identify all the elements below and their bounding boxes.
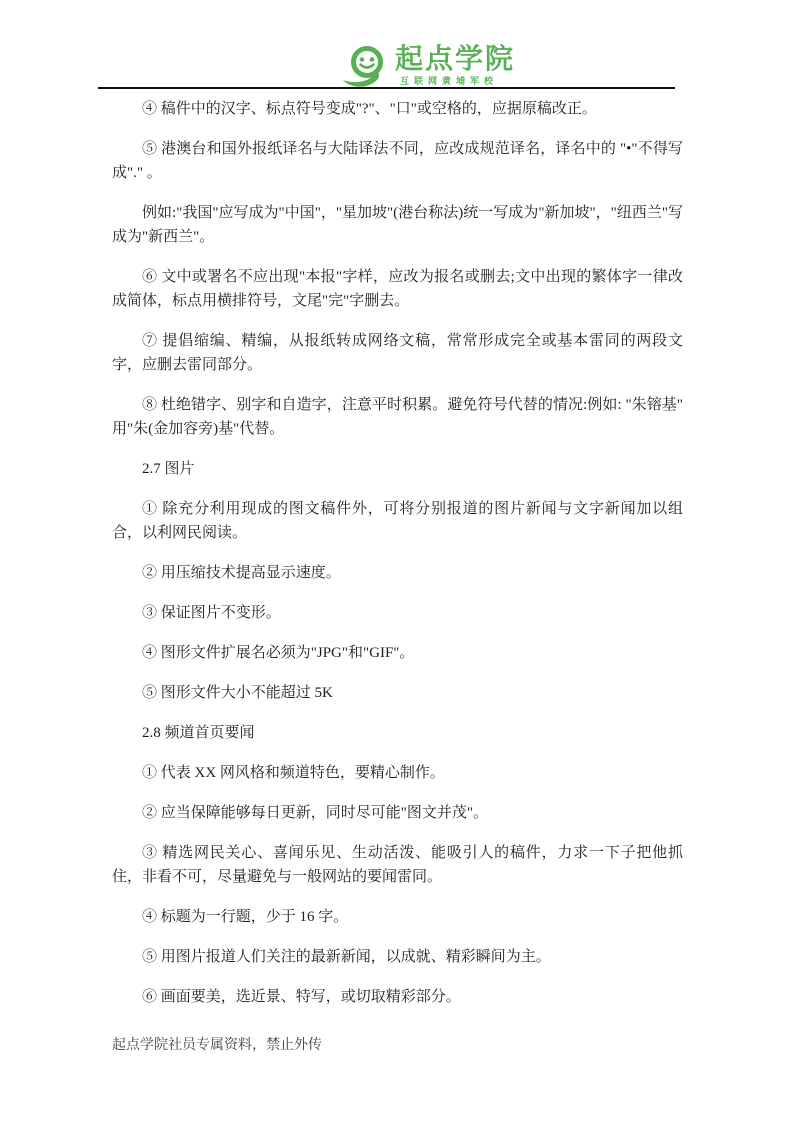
paragraph-item-4-text: ④ 稿件中的汉字、标点符号变成"?"、"口"或空格的，应据原稿改正。 — [142, 101, 597, 117]
paragraph-img-4-extensions: ④ 图形文件扩展名必须为"JPG"和"GIF"。 — [142, 645, 415, 661]
paragraph-img-1-combine: ① 除充分利用现成的图文稿件外，可将分别报道的图片新闻与文字新闻加以组合，以利网民阅读。 — [112, 501, 683, 541]
paragraph-item-6-benbao: ⑥ 文中或署名不应出现"本报"字样，应改为报名或删去;文中出现的繁体字一律改成简体，标点用横排符号，文尾"完"字删去。 — [112, 269, 683, 309]
paragraph-example: 例如:"我国"应写成为"中国"，"星加坡"(港台称法)统一写成为"新加坡"，"纽西兰"写成为"新西兰"。 — [112, 205, 683, 245]
brand-tagline: 互联网黄埔军校 — [400, 76, 499, 86]
paragraph-hl-2-daily-update: ② 应当保障能够每日更新，同时尽可能"图文并茂"。 — [142, 805, 488, 821]
paragraph-hl-4-title-length: ④ 标题为一行题，少于 16 字。 — [142, 909, 349, 925]
paragraph-hl-1-style: ① 代表 XX 网风格和频道特色，要精心制作。 — [142, 765, 445, 781]
paragraph-item-8-typos: ⑧ 杜绝错字、别字和自造字，注意平时积累。避免符号代替的情况:例如: "朱镕基" 用"朱(金加容旁)基"代替。 — [112, 397, 683, 437]
logo-text — [395, 44, 515, 87]
header-divider — [98, 87, 675, 89]
paragraph-item-5-translation: ⑤ 港澳台和国外报纸译名与大陆译法不同，应改成规范译名，译名中的 "•"不得写成"." 。 — [112, 141, 683, 181]
paragraph-hl-6-beautiful-frame: ⑥ 画面要美，选近景、特写，或切取精彩部分。 — [142, 989, 461, 1005]
qidian-logo — [341, 44, 515, 90]
document-body — [112, 97, 683, 1025]
paragraph-hl-5-photo-news: ⑤ 用图片报道人们关注的最新新闻，以成就、精彩瞬间为主。 — [142, 949, 551, 965]
heading-2-7-images: 2.7 图片 — [142, 461, 195, 477]
paragraph-item-7-condense: ⑦ 提倡缩编、精编，从报纸转成网络文稿，常常形成完全或基本雷同的两段文字，应删去雷同部分。 — [112, 333, 683, 373]
paragraph-img-3-no-distortion: ③ 保证图片不变形。 — [142, 605, 281, 621]
page-header — [0, 0, 793, 89]
brand-name: 起点学院 — [395, 43, 516, 74]
footer-note: 起点学院社员专属资料，禁止外传 — [112, 1038, 322, 1053]
paragraph-img-5-size-limit: ⑤ 图形文件大小不能超过 5K — [142, 685, 333, 701]
heading-2-8-channel-headlines: 2.8 频道首页要闻 — [142, 725, 255, 741]
document-footer — [112, 1036, 322, 1056]
paragraph-img-2-compression: ② 用压缩技术提高显示速度。 — [142, 565, 341, 581]
paragraph-hl-3-selection: ③ 精选网民关心、喜闻乐见、生动活泼、能吸引人的稿件，力求一下子把他抓住，非看不可，尽量避免与一般网站的要闻雷同。 — [112, 845, 683, 885]
smiley-q-leaf-icon — [341, 44, 391, 90]
